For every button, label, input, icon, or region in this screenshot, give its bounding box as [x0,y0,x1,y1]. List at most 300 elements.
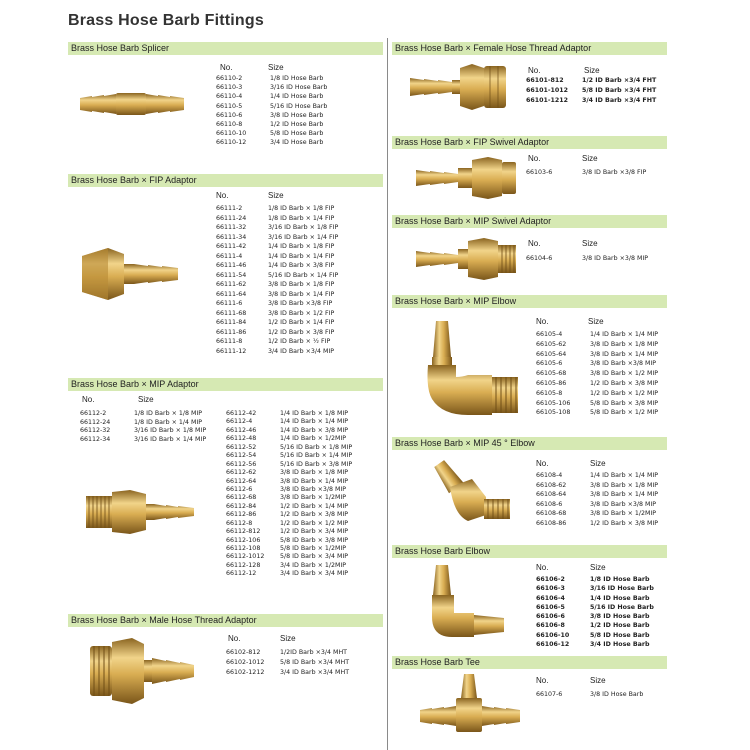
col-size-header: Size [588,317,604,326]
item-size: 3/4 ID Hose Barb [270,139,324,147]
table-row [216,138,327,147]
item-no: 66106-6 [536,613,565,621]
table-row [226,494,352,502]
item-no: 66111-34 [216,233,247,241]
item-size: 3/8 ID Hose Barb [590,691,644,698]
col-size-header: Size [584,66,600,75]
table-row [536,594,654,603]
item-no: 66111-62 [216,281,247,288]
item-no: 66110-6 [216,111,243,119]
item-size: 1/2ID Barb ×3/4 MHT [280,649,348,656]
section-title: Brass Hose Barb Elbow [392,545,667,558]
section-title: Brass Hose Barb × MIP 45 ° Elbow [392,437,667,450]
item-size: 5/8 ID Barb × 1/2 MIP [590,409,659,417]
table-row [536,690,643,699]
item-no: 66110-8 [216,120,243,128]
female-hose-table [526,76,656,106]
item-size: 5/16 ID Barb × 1/4 FIP [268,271,339,279]
table-row [226,427,352,435]
section-mip-elbow [392,295,667,433]
item-no: 66112-12 [226,570,257,578]
table-row [226,410,352,418]
item-no: 66111-12 [216,347,247,355]
item-no: 66112-34 [80,435,111,443]
item-no: 66112-86 [226,511,257,519]
mip-45-table [536,471,658,528]
item-no: 66102-1012 [226,659,265,666]
item-size: 3/8 ID Barb × 1/2 FIP [268,309,335,317]
table-row [526,86,656,96]
item-size: 1/4 ID Barb × 3/8 MIP [280,426,349,434]
table-row [536,481,658,491]
table-row [80,419,206,428]
item-no: 66108-86 [536,519,567,527]
item-size: 3/8 ID Barb × 1/8 FIP [268,281,335,288]
mip-elbow-table [536,330,658,418]
col-size-header: Size [582,154,598,163]
col-size-header: Size [138,395,154,404]
section-mip-swivel [392,215,667,291]
item-no: 66112-64 [226,477,257,485]
table-row [536,379,658,389]
table-row [216,223,338,233]
item-size: 1/8 ID Barb × 1/4 FIP [268,214,335,222]
table-row [216,242,338,252]
item-size: 3/8 ID Barb × 1/8 MIP [590,481,659,489]
item-size: 1/2 ID Hose Barb [270,120,324,128]
item-no: 66111-8 [216,338,243,345]
item-size: 1/4 ID Barb × 1/4 MIP [590,472,659,479]
item-no: 66101-1012 [526,87,569,94]
item-no: 66110-3 [216,84,243,92]
item-no: 66106-4 [536,594,565,602]
table-row [536,389,658,399]
table-row [536,621,654,630]
item-no: 66108-68 [536,510,567,517]
item-no: 66112-128 [226,561,261,569]
item-size: 3/8 ID Barb × 1/4 MIP [280,477,349,485]
item-no: 66110-12 [216,139,247,147]
table-row [536,509,658,519]
table-row [226,648,349,658]
section-elbow [392,545,667,651]
item-no: 66112-56 [226,460,257,468]
table-row [226,435,352,443]
item-size: 1/2 ID Hose Barb [590,622,650,630]
table-row [536,399,658,409]
item-size: 3/16 ID Hose Barb [590,585,654,593]
item-no: 66112-8 [226,519,253,527]
table-row [216,214,338,224]
item-size: 3/16 ID Barb × 1/4 MIP [134,435,207,443]
table-row [226,658,349,668]
hose-barb-mip-elbow-icon [422,319,522,423]
item-size: 3/8 ID Barb × 1/8 MIP [280,469,349,477]
item-size: 3/16 ID Barb × 1/4 FIP [268,233,339,241]
table-row [216,74,327,83]
item-size: 1/4 ID Barb × 1/2MIP [280,435,347,443]
table-row [536,359,658,369]
item-no: 66111-6 [216,300,243,307]
item-size: 5/8 ID Barb ×3/4 MHT [280,659,350,666]
table-row [536,490,658,500]
item-size: 3/8 ID Barb × 1/2MIP [590,510,657,517]
item-no: 66111-2 [216,205,243,212]
table-row [216,328,338,338]
item-size: 1/8 ID Barb × 1/8 FIP [268,205,335,212]
table-row [216,290,338,300]
table-row [526,76,656,86]
item-size: 5/8 ID Barb × 3/8 MIP [590,399,659,407]
item-no: 66103-6 [526,169,553,176]
item-size: 3/8 ID Barb × 1/2 MIP [590,370,659,378]
table-row [536,584,654,593]
item-size: 3/16 ID Barb × 1/8 FIP [268,224,339,231]
section-title: Brass Hose Barb × FIP Swivel Adaptor [392,136,667,149]
section-mip-adaptor [68,378,383,598]
col-size-header: Size [590,563,606,572]
table-row [536,471,658,481]
item-no: 66110-2 [216,75,243,82]
item-size: 1/2 ID Barb × 3/8 MIP [590,519,659,527]
splicer-table [216,74,327,148]
table-row [216,318,338,328]
item-size: 1/4 ID Barb × 1/4 MIP [280,418,349,426]
section-fip-swivel [392,136,667,210]
table-row [226,520,352,528]
table-row [526,168,646,177]
item-size: 5/16 ID Barb × 1/4 MIP [280,452,353,460]
item-no: 66105-6 [536,360,563,368]
table-row [526,254,648,263]
item-size: 3/8 ID Barb ×3/8 MIP [590,500,657,508]
table-row [216,129,327,138]
col-no-header: No. [220,63,233,72]
mip-adaptor-table-right [226,410,352,579]
hose-barb-mip-adaptor-icon [84,488,200,536]
hose-barb-fip-adaptor-icon [78,246,188,302]
item-size: 5/8 ID Hose Barb [270,130,324,138]
col-no-header: No. [536,676,549,685]
fip-swivel-table [526,168,646,177]
item-size: 1/2 ID Barb × 1/2 MIP [280,519,349,527]
item-size: 1/4 ID Barb × 1/8 MIP [280,410,349,417]
table-row [216,347,338,357]
table-row [216,309,338,319]
item-size: 1/8 ID Barb × 1/4 MIP [134,418,203,426]
hose-barb-mip-45-elbow-icon [428,457,524,531]
table-row [536,330,658,340]
item-size: 1/8 ID Hose Barb [270,75,324,82]
item-size: 1/4 ID Barb × 1/8 FIP [268,243,335,250]
item-no: 66108-62 [536,481,567,489]
table-row [226,469,352,477]
item-size: 5/8 ID Barb × 1/2MIP [280,545,347,552]
item-size: 3/8 ID Barb × 1/4 FIP [268,290,335,298]
item-size: 1/2 ID Barb × 1/2 MIP [590,389,659,397]
hose-barb-female-hose-thread-icon [406,62,516,112]
column-divider [387,38,388,750]
item-size: 3/8 ID Barb ×3/8 MIP [582,255,649,262]
col-no-header: No. [536,563,549,572]
table-row [226,486,352,494]
item-no: 66111-42 [216,243,247,250]
item-no: 66112-52 [226,443,257,451]
item-size: 3/4 ID Barb × 3/4 MIP [280,570,349,578]
hose-barb-elbow-icon [428,563,508,649]
table-row [226,537,352,545]
col-size-header: Size [590,459,606,468]
table-row [226,418,352,426]
item-size: 5/16 ID Barb × 1/8 MIP [280,443,353,451]
fip-adaptor-table [216,204,338,356]
item-no: 66112-32 [80,427,111,435]
item-no: 66105-8 [536,389,563,397]
item-size: 3/16 ID Hose Barb [270,84,328,92]
col-no-header: No. [528,154,541,163]
item-size: 3/8 ID Hose Barb [590,613,650,621]
item-no: 66106-3 [536,585,565,593]
item-no: 66111-32 [216,224,247,231]
item-no: 66112-6 [226,485,253,493]
item-no: 66106-12 [536,641,570,649]
item-no: 66105-68 [536,370,567,378]
table-row [226,545,352,553]
table-row [226,528,352,536]
col-size-header: Size [582,239,598,248]
table-row [226,503,352,511]
table-row [216,261,338,271]
col-no-header: No. [536,317,549,326]
hose-barb-tee-icon [416,672,526,738]
item-no: 66111-86 [216,328,247,336]
item-no: 66112-812 [226,528,261,536]
table-row [536,575,654,584]
item-no: 66110-5 [216,102,243,110]
col-no-header: No. [528,66,541,75]
table-row [226,668,349,678]
section-tee [392,656,667,742]
col-no-header: No. [528,239,541,248]
item-size: 1/2 ID Barb × 1/4 FIP [268,319,335,326]
item-no: 66112-106 [226,536,261,544]
col-size-header: Size [280,634,296,643]
item-no: 66106-5 [536,603,565,611]
item-size: 5/16 ID Hose Barb [590,603,654,611]
item-no: 66105-62 [536,340,567,348]
item-no: 66106-8 [536,622,565,630]
item-size: 3/4 ID Barb ×3/4 MHT [280,669,350,676]
item-no: 66111-54 [216,271,247,279]
col-no-header: No. [216,191,229,200]
item-size: 1/2 ID Barb × 1/4 MIP [280,502,349,510]
col-no-header: No. [536,459,549,468]
section-title: Brass Hose Barb × MIP Elbow [392,295,667,308]
item-no: 66112-24 [80,418,111,426]
item-size: 1/4 ID Barb × 1/4 MIP [590,331,659,338]
item-no: 66112-2 [80,410,107,417]
item-size: 1/4 ID Hose Barb [590,594,650,602]
item-no: 66105-106 [536,399,571,407]
item-no: 66104-6 [526,255,553,262]
item-size: 1/4 ID Barb × 3/8 FIP [268,262,335,269]
item-size: 5/8 ID Barb ×3/4 FHT [582,87,657,94]
item-no: 66111-64 [216,290,247,298]
table-row [226,478,352,486]
item-no: 66101-1212 [526,97,569,104]
item-no: 66108-4 [536,472,563,479]
mip-swivel-table [526,254,648,263]
item-size: 3/16 ID Barb × 1/8 MIP [134,427,207,435]
item-size: 3/8 ID Barb × 1/2MIP [280,494,347,502]
item-no: 66108-6 [536,500,563,508]
section-title: Brass Hose Barb Splicer [68,42,383,55]
table-row [80,427,206,436]
section-female-hose-thread [392,42,667,124]
col-size-header: Size [590,676,606,685]
item-size: 3/8 ID Barb ×3/8 FIP [582,169,647,176]
item-no: 66105-4 [536,331,563,338]
item-no: 66112-54 [226,452,257,460]
item-size: 1/2 ID Barb × ½ FIP [268,338,331,345]
table-row [216,111,327,120]
item-no: 66112-4 [226,418,253,426]
item-size: 5/16 ID Barb × 3/8 MIP [280,460,353,468]
item-size: 1/8 ID Barb × 1/8 MIP [134,410,203,417]
table-row [226,461,352,469]
item-no: 66112-62 [226,469,257,477]
mip-adaptor-table-left [80,410,206,444]
item-no: 66111-46 [216,262,247,269]
hose-barb-fip-swivel-icon [414,156,520,200]
item-size: 3/8 ID Barb × 1/4 MIP [590,350,659,358]
item-size: 5/8 ID Barb × 3/4 MIP [280,553,349,561]
item-no: 66111-84 [216,319,247,326]
section-title: Brass Hose Barb × MIP Swivel Adaptor [392,215,667,228]
table-row [216,233,338,243]
hose-barb-male-hose-thread-icon [88,636,198,706]
section-mip-45-elbow [392,437,667,533]
item-size: 3/4 ID Barb ×3/4 FHT [582,97,657,104]
section-splicer [68,42,383,160]
item-no: 66112-42 [226,410,257,417]
item-size: 3/8 ID Barb ×3/8 MIP [590,360,657,368]
table-row [536,603,654,612]
male-hose-table [226,648,349,678]
item-size: 5/8 ID Barb × 3/8 MIP [280,536,349,544]
item-size: 3/8 ID Barb ×3/8 FIP [268,300,333,307]
item-no: 66110-4 [216,93,243,101]
item-no: 66111-4 [216,252,243,260]
table-row [536,350,658,360]
item-size: 5/8 ID Hose Barb [590,631,650,639]
item-no: 66102-1212 [226,669,265,676]
item-no: 66110-10 [216,130,247,138]
table-row [216,299,338,309]
item-size: 1/4 ID Barb × 1/4 FIP [268,252,335,260]
table-row [216,280,338,290]
table-row [526,96,656,106]
item-no: 66111-24 [216,214,247,222]
item-no: 66112-48 [226,435,257,443]
section-title: Brass Hose Barb × MIP Adaptor [68,378,383,391]
table-row [536,519,658,529]
col-no-header: No. [228,634,241,643]
item-no: 66105-64 [536,350,567,358]
item-size: 3/8 ID Barb × 1/4 MIP [590,491,659,498]
table-row [216,271,338,281]
item-size: 1/2 ID Barb × 3/8 MIP [590,379,659,387]
item-no: 66112-108 [226,545,261,552]
item-no: 66106-10 [536,631,570,639]
item-no: 66112-84 [226,502,257,510]
table-row [536,408,658,418]
table-row [536,631,654,640]
item-size: 1/2 ID Barb × 3/4 MIP [280,528,349,536]
item-size: 1/2 ID Barb × 3/8 MIP [280,511,349,519]
item-no: 66112-1012 [226,553,265,561]
elbow-table [536,575,654,649]
section-male-hose-thread [68,614,383,734]
item-no: 66105-86 [536,379,567,387]
table-row [536,369,658,379]
item-no: 66102-812 [226,649,261,656]
table-row [80,436,206,445]
table-row [536,340,658,350]
table-row [216,120,327,129]
item-no: 66106-2 [536,576,565,583]
section-title: Brass Hose Barb × Female Hose Thread Adaptor [392,42,667,55]
table-row [216,83,327,92]
table-row [216,204,338,214]
item-size: 3/4 ID Hose Barb [590,641,650,649]
section-fip-adaptor [68,174,383,374]
section-title: Brass Hose Barb × Male Hose Thread Adaptor [68,614,383,627]
item-no: 66112-46 [226,426,257,434]
item-no: 66111-68 [216,309,247,317]
section-title: Brass Hose Barb × FIP Adaptor [68,174,383,187]
item-size: 1/8 ID Hose Barb [590,576,650,583]
section-title: Brass Hose Barb Tee [392,656,667,669]
table-row [536,500,658,510]
hose-barb-mip-swivel-icon [414,237,520,281]
item-size: 1/2 ID Barb × 3/8 FIP [268,328,335,336]
col-size-header: Size [268,191,284,200]
item-size: 3/4 ID Barb × 1/2MIP [280,561,347,569]
item-no: 66101-812 [526,77,564,84]
table-row [80,410,206,419]
table-row [536,640,654,649]
item-no: 66108-64 [536,491,567,498]
item-size: 1/4 ID Hose Barb [270,93,324,101]
item-no: 66105-108 [536,409,571,417]
item-no: 66112-68 [226,494,257,502]
item-size: 3/4 ID Barb ×3/4 MIP [268,347,335,355]
table-row [536,612,654,621]
table-row [226,511,352,519]
table-row [226,444,352,452]
item-size: 5/16 ID Hose Barb [270,102,328,110]
table-row [216,337,338,347]
table-row [226,452,352,460]
table-row [216,102,327,111]
tee-table [536,690,643,699]
item-size: 1/2 ID Barb ×3/4 FHT [582,77,657,84]
col-no-header: No. [82,395,95,404]
table-row [226,570,352,578]
item-size: 3/8 ID Barb ×3/8 MIP [280,485,347,493]
table-row [226,562,352,570]
